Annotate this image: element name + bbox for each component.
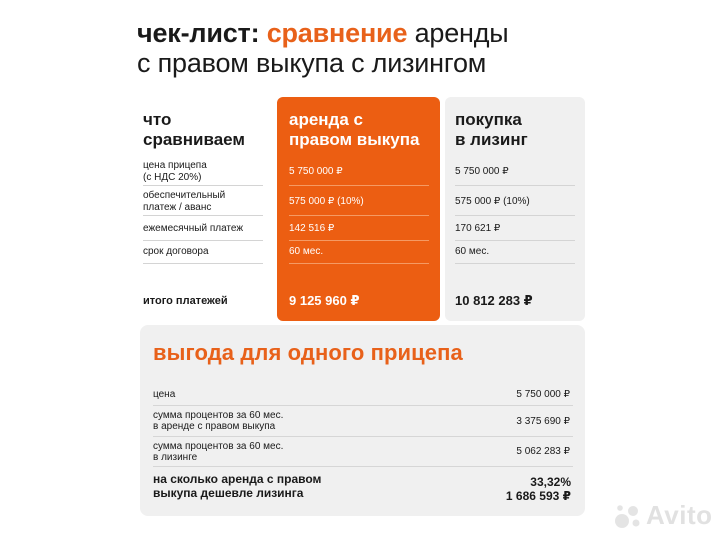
title-prefix: чек-лист: bbox=[137, 18, 260, 48]
rent-price: 5 750 000 ₽ bbox=[289, 166, 343, 177]
row-divider bbox=[455, 185, 575, 186]
lease-total: 10 812 283 ₽ bbox=[455, 293, 533, 308]
benefit-label-rent-interest: сумма процентов за 60 мес. в аренде с правом выкупа bbox=[153, 410, 284, 432]
benefit-divider bbox=[153, 466, 573, 467]
benefit-final-value bbox=[506, 475, 571, 503]
rent-total: 9 125 960 ₽ bbox=[289, 293, 360, 308]
row-divider bbox=[289, 215, 429, 216]
lease-term: 60 мес. bbox=[455, 246, 490, 257]
row-divider bbox=[289, 263, 429, 264]
title-line2: с правом выкупа с лизингом bbox=[137, 48, 487, 78]
row-divider bbox=[455, 263, 575, 264]
row-label-price: цена прицепа (с НДС 20%) bbox=[143, 160, 207, 183]
row-divider bbox=[143, 263, 263, 264]
page-title bbox=[137, 18, 509, 78]
row-divider bbox=[289, 240, 429, 241]
rent-term: 60 мес. bbox=[289, 246, 324, 257]
benefit-divider bbox=[153, 436, 573, 437]
benefit-title: выгода для одного прицепа bbox=[153, 340, 463, 365]
title-suffix: аренды bbox=[414, 18, 509, 48]
benefit-final-percent: 33,32% bbox=[530, 475, 571, 489]
row-label-term: срок договора bbox=[143, 246, 209, 257]
avito-watermark bbox=[612, 500, 713, 531]
benefit-final-label: на сколько аренда с правом выкупа дешевле лизинга bbox=[153, 472, 322, 500]
total-label: итого платежей bbox=[143, 295, 228, 307]
row-divider bbox=[455, 215, 575, 216]
header-compare: что сравниваем bbox=[143, 110, 245, 149]
benefit-value-price: 5 750 000 ₽ bbox=[516, 389, 570, 400]
lease-price: 5 750 000 ₽ bbox=[455, 166, 509, 177]
benefit-value-lease-interest: 5 062 283 ₽ bbox=[516, 446, 570, 457]
rent-deposit: 575 000 ₽ (10%) bbox=[289, 196, 364, 207]
benefit-final-amount: 1 686 593 ₽ bbox=[505, 489, 571, 503]
row-divider bbox=[289, 185, 429, 186]
avito-wordmark: Avito bbox=[646, 500, 713, 530]
avito-dots-icon bbox=[612, 501, 642, 531]
header-rent: аренда с правом выкупа bbox=[289, 110, 420, 149]
header-lease: покупка в лизинг bbox=[455, 110, 528, 149]
row-divider bbox=[143, 215, 263, 216]
benefit-value-rent-interest: 3 375 690 ₽ bbox=[516, 416, 570, 427]
row-label-deposit: обеспечительный платеж / аванс bbox=[143, 190, 226, 213]
benefit-label-lease-interest: сумма процентов за 60 мес. в лизинге bbox=[153, 441, 284, 463]
row-divider bbox=[455, 240, 575, 241]
lease-monthly: 170 621 ₽ bbox=[455, 223, 501, 234]
row-label-monthly: ежемесячный платеж bbox=[143, 223, 244, 234]
benefit-label-price: цена bbox=[153, 389, 176, 400]
title-accent: сравнение bbox=[266, 18, 408, 48]
rent-monthly: 142 516 ₽ bbox=[289, 223, 335, 234]
benefit-divider bbox=[153, 405, 573, 406]
lease-deposit: 575 000 ₽ (10%) bbox=[455, 196, 530, 207]
row-divider bbox=[143, 240, 263, 241]
row-divider bbox=[143, 185, 263, 186]
